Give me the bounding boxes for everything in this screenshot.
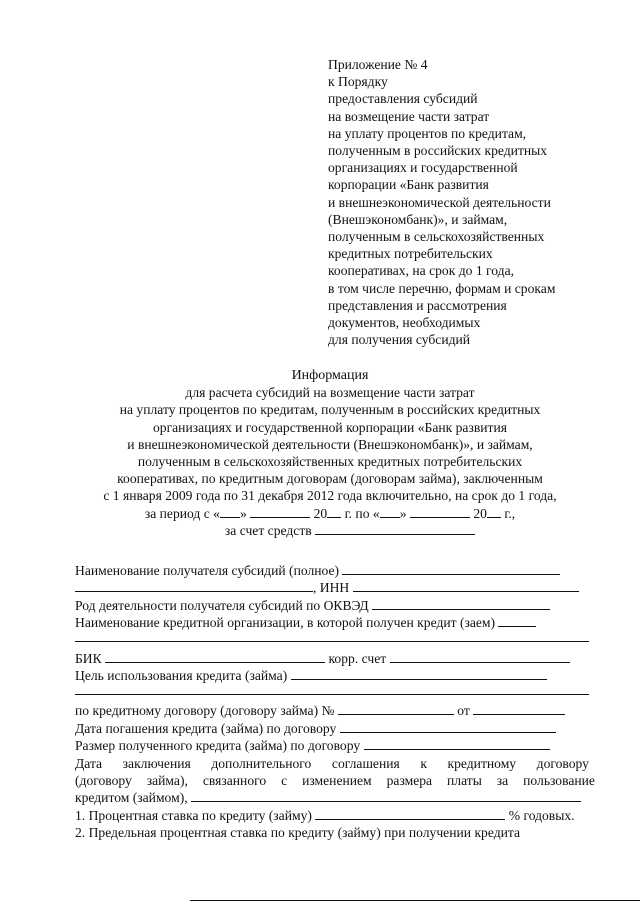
period-mid: г. по « xyxy=(344,505,380,521)
recipient-name-continued-field[interactable] xyxy=(75,579,313,592)
appendix-line: к Порядку xyxy=(328,74,388,90)
appendix-header xyxy=(328,56,628,348)
okved-field[interactable] xyxy=(372,597,550,610)
period-year-prefix: 20 xyxy=(313,505,328,521)
item2-label: 2. Предельная процентная ставка по кредиту (займу) при получении кредита xyxy=(75,825,521,840)
addendum-word: Дата xyxy=(75,756,103,771)
period-quote: » xyxy=(399,505,407,521)
amount-row xyxy=(75,737,550,754)
period-line xyxy=(60,505,600,522)
repay-date-row xyxy=(75,720,556,737)
addendum-word: изменением xyxy=(302,773,372,788)
corr-account-field[interactable] xyxy=(390,650,570,663)
appendix-line: представления и рассмотрения xyxy=(328,297,507,313)
contract-date-field[interactable] xyxy=(473,702,565,715)
addendum-word: займа), xyxy=(146,773,188,788)
addendum-end-label: кредитом (займом), xyxy=(75,790,188,805)
addendum-row-1 xyxy=(75,755,589,772)
corr-account-label: корр. счет xyxy=(328,651,387,666)
credit-org-label: Наименование кредитной организации, в которой получен кредит (заем) xyxy=(75,615,496,630)
credit-org-field[interactable] xyxy=(498,614,536,627)
addendum-word: связанного xyxy=(202,773,267,788)
purpose-continued-field[interactable] xyxy=(75,694,589,695)
appendix-line: (Внешэкономбанк)», и займам, xyxy=(328,211,508,227)
funds-source-field[interactable] xyxy=(315,522,475,535)
document-title-block xyxy=(60,367,600,539)
addendum-date-field[interactable] xyxy=(191,789,581,802)
amount-label: Размер полученного кредита (займа) по договору xyxy=(75,738,361,753)
appendix-line: полученным в сельскохозяйственных xyxy=(328,229,545,245)
contract-number-field[interactable] xyxy=(338,702,454,715)
addendum-word: пользование xyxy=(523,773,595,788)
repay-date-label: Дата погашения кредита (займа) по договору xyxy=(75,721,337,736)
page-bottom-line xyxy=(190,900,640,901)
period-year-end-field[interactable] xyxy=(487,505,501,518)
addendum-word: заключения xyxy=(122,756,191,771)
item2-row xyxy=(75,824,520,841)
appendix-line: на возмещение части затрат xyxy=(328,108,490,124)
addendum-word: с xyxy=(281,773,288,788)
addendum-word: договору xyxy=(536,756,589,771)
period-day-end-field[interactable] xyxy=(380,505,400,518)
title-line: на уплату процентов по кредитам, полученным в российских кредитных xyxy=(119,402,541,418)
interest-rate-field[interactable] xyxy=(315,807,505,820)
recipient-name-field[interactable] xyxy=(342,562,560,575)
funds-line xyxy=(60,522,600,539)
addendum-word: дополнительного xyxy=(211,756,312,771)
appendix-line: кредитных потребительских xyxy=(328,246,493,262)
bik-label: БИК xyxy=(75,651,102,666)
purpose-label: Цель использования кредита (займа) xyxy=(75,668,288,683)
period-year-start-field[interactable] xyxy=(327,505,341,518)
title-line: полученным в сельскохозяйственных кредитных потребительских xyxy=(137,454,523,470)
document-heading: Информация xyxy=(291,368,369,383)
inn-row xyxy=(75,579,579,596)
activity-label: Род деятельности получателя субсидий по ОКВЭД xyxy=(75,598,369,613)
period-month-end-field[interactable] xyxy=(410,505,470,518)
appendix-line: полученным в российских кредитных xyxy=(328,143,548,159)
recipient-name-row xyxy=(75,562,560,579)
contract-from-label: от xyxy=(457,703,470,718)
appendix-line: на уплату процентов по кредитам, xyxy=(328,125,527,141)
addendum-row-2 xyxy=(75,772,595,789)
appendix-line: документов, необходимых xyxy=(328,315,481,331)
appendix-line: кооперативах, на срок до 1 года, xyxy=(328,263,515,279)
addendum-word: размера xyxy=(386,773,433,788)
appendix-line: в том числе перечню, формам и срокам xyxy=(328,280,556,296)
period-month-start-field[interactable] xyxy=(250,505,310,518)
period-day-start-field[interactable] xyxy=(220,505,240,518)
addendum-word: за xyxy=(496,773,509,788)
title-line: кооперативах, по кредитным договорам (договорам займа), заключенным xyxy=(117,471,543,487)
inn-label: , ИНН xyxy=(313,580,350,595)
purpose-field[interactable] xyxy=(291,667,547,680)
contract-row xyxy=(75,702,565,719)
activity-row xyxy=(75,597,550,614)
addendum-word: кредитному xyxy=(447,756,517,771)
period-year-prefix: 20 xyxy=(473,505,487,521)
title-line: организациях и государственной корпорации «Банк развития xyxy=(152,419,507,435)
addendum-row-3 xyxy=(75,789,581,806)
bik-field[interactable] xyxy=(105,650,325,663)
credit-org-continued-field[interactable] xyxy=(75,641,589,642)
title-line: для расчета субсидий на возмещение части затрат xyxy=(185,385,475,401)
amount-field[interactable] xyxy=(364,737,550,750)
appendix-line: и внешнеэкономической деятельности xyxy=(328,194,551,210)
period-prefix: за период с « xyxy=(144,505,220,521)
credit-org-row xyxy=(75,614,536,631)
period-suffix: г., xyxy=(504,505,516,521)
bank-details-row xyxy=(75,650,570,667)
inn-field[interactable] xyxy=(353,579,579,592)
item1-unit: % годовых. xyxy=(508,808,575,823)
appendix-line: организациях и государственной xyxy=(328,160,518,176)
appendix-line: для получения субсидий xyxy=(328,332,471,348)
item1-label: 1. Процентная ставка по кредиту (займу) xyxy=(75,808,312,823)
appendix-line: корпорации «Банк развития xyxy=(328,177,489,193)
addendum-word: платы xyxy=(447,773,482,788)
item1-row xyxy=(75,807,575,824)
period-quote: » xyxy=(239,505,247,521)
appendix-line: Приложение № 4 xyxy=(328,57,428,72)
addendum-word: к xyxy=(420,756,427,771)
recipient-name-label: Наименование получателя субсидий (полное) xyxy=(75,563,340,578)
contract-label: по кредитному договору (договору займа) № xyxy=(75,703,335,718)
title-line: и внешнеэкономической деятельности (Внешэкономбанк)», и займам, xyxy=(127,436,533,452)
appendix-line: предоставления субсидий xyxy=(328,91,478,107)
repay-date-field[interactable] xyxy=(340,720,556,733)
title-line: с 1 января 2009 года по 31 декабря 2012 года включительно, на срок до 1 года, xyxy=(103,488,557,504)
addendum-word: (договору xyxy=(75,773,132,788)
funds-label: за счет средств xyxy=(224,522,312,538)
purpose-row xyxy=(75,667,547,684)
addendum-word: соглашения xyxy=(331,756,400,771)
